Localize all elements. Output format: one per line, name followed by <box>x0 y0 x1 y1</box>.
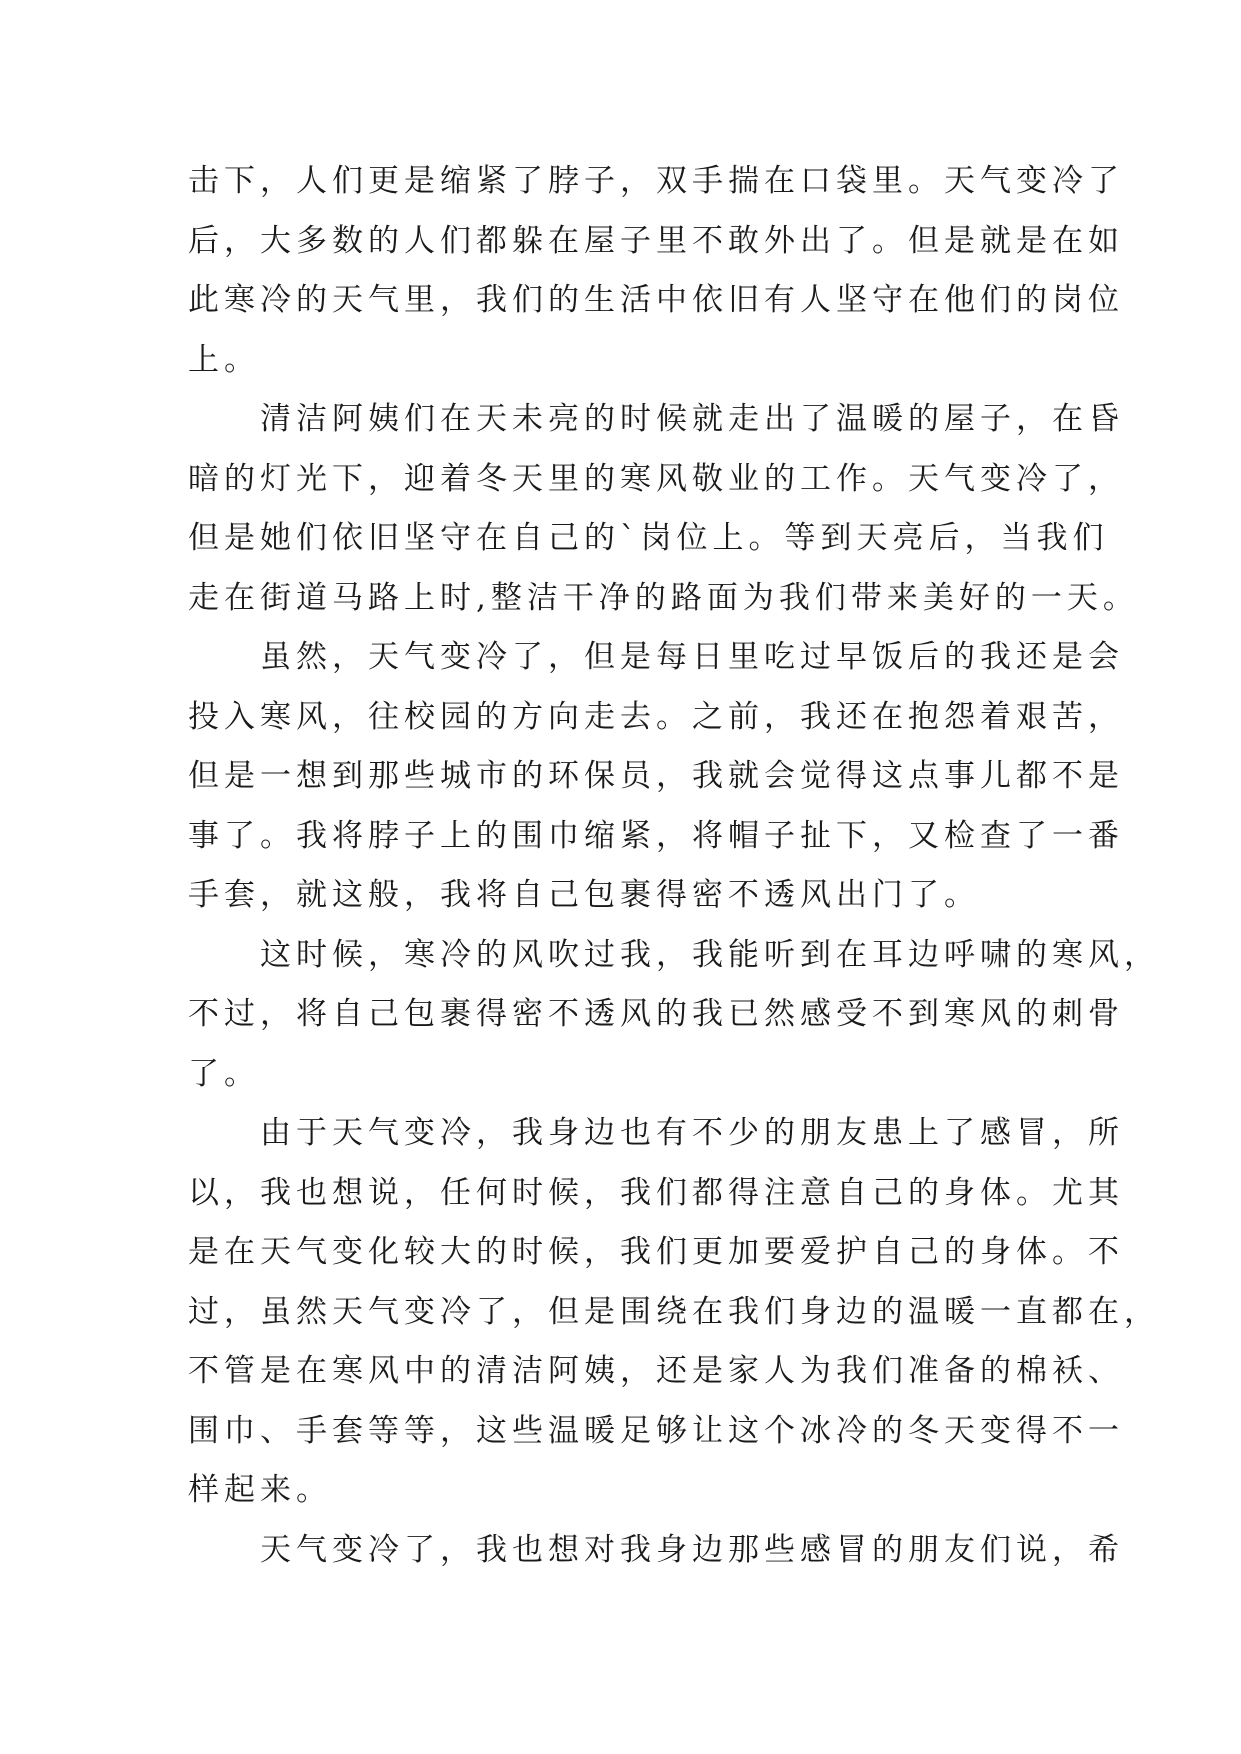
text-line: 以，我也想说，任何时候，我们都得注意自己的身体。尤其 <box>188 1174 1124 1211</box>
text-line: 围巾、手套等等，这些温暖足够让这个冰冷的冬天变得不一 <box>188 1412 1124 1449</box>
text-line: 暗的灯光下，迎着冬天里的寒风敬业的工作。天气变冷了， <box>188 460 1124 497</box>
text-line: 这时候，寒冷的风吹过我，我能听到在耳边呼啸的寒风， <box>188 936 1160 973</box>
text-line: 过，虽然天气变冷了，但是围绕在我们身边的温暖一直都在， <box>188 1293 1160 1330</box>
text-line: 是在天气变化较大的时候，我们更加要爱护自己的身体。不 <box>188 1234 1124 1270</box>
text-line: 但是一想到那些城市的环保员，我就会觉得这点事儿都不是 <box>188 758 1124 794</box>
text-line: 不管是在寒风中的清洁阿姨，还是家人为我们准备的棉袄、 <box>188 1353 1124 1389</box>
text-line: 虽然，天气变冷了，但是每日里吃过早饭后的我还是会 <box>188 639 1124 675</box>
text-line: 事了。我将脖子上的围巾缩紧，将帽子扯下，又检查了一番 <box>188 817 1124 854</box>
text-line: 样起来。 <box>188 1472 332 1508</box>
text-line: 天气变冷了，我也想对我身边那些感冒的朋友们说，希 <box>188 1531 1124 1568</box>
text-line: 投入寒风，往校园的方向走去。之前，我还在抱怨着艰苦， <box>188 698 1124 735</box>
text-line: 不过，将自己包裹得密不透风的我已然感受不到寒风的刺骨 <box>188 996 1124 1032</box>
text-line: 手套，就这般，我将自己包裹得密不透风出门了。 <box>188 877 980 913</box>
text-line: 了。 <box>188 1055 260 1092</box>
text-line: 上。 <box>188 341 260 378</box>
text-line: 但是她们依旧坚守在自己的`岗位上。等到天亮后，当我们 <box>188 520 1109 556</box>
body-text <box>188 152 1160 1580</box>
text-line: 由于天气变冷，我身边也有不少的朋友患上了感冒，所 <box>188 1115 1124 1151</box>
text-line: 后，大多数的人们都躲在屋子里不敢外出了。但是就是在如 <box>188 222 1124 259</box>
text-line: 走在街道马路上时,整洁干净的路面为我们带来美好的一天。 <box>188 579 1139 616</box>
text-line: 此寒冷的天气里，我们的生活中依旧有人坚守在他们的岗位 <box>188 282 1124 318</box>
text-line: 击下，人们更是缩紧了脖子，双手揣在口袋里。天气变冷了 <box>188 163 1124 199</box>
text-line: 清洁阿姨们在天未亮的时候就走出了温暖的屋子，在昏 <box>188 401 1124 437</box>
